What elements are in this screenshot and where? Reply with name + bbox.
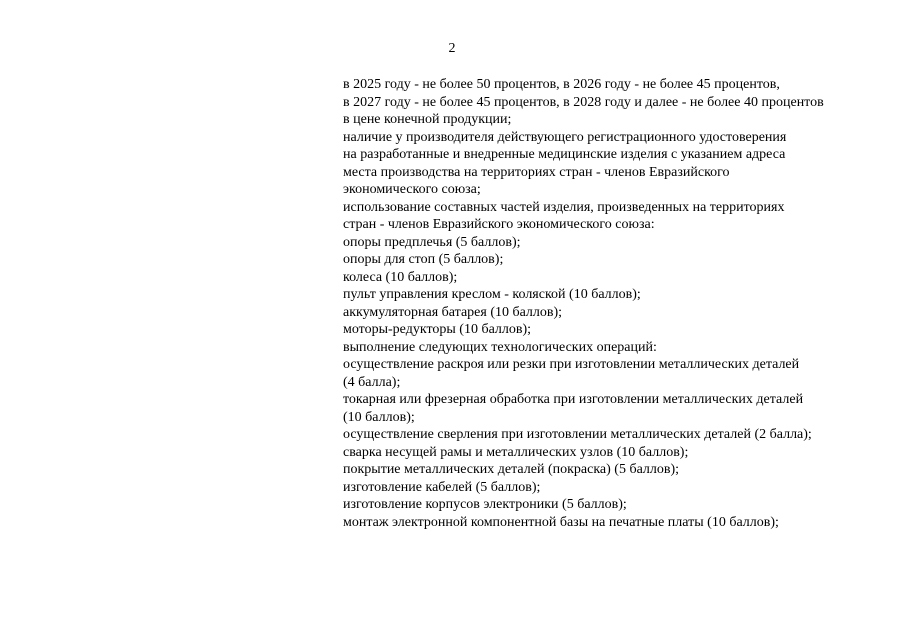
text-line: колеса (10 баллов); <box>343 269 458 285</box>
text-line: изготовление корпусов электроники (5 баллов); <box>343 497 627 512</box>
text-line: (4 балла); <box>343 374 401 390</box>
text-line: токарная или фрезерная обработка при изготовлении металлических деталей <box>343 392 804 407</box>
text-line: наличие у производителя действующего регистрационного удостоверения <box>343 129 787 145</box>
page-number: 2 <box>448 41 456 56</box>
text-line: изготовление кабелей (5 баллов); <box>343 479 541 495</box>
text-line: (10 баллов); <box>343 409 415 425</box>
text-line: сварка несущей рамы и металлических узлов (10 баллов); <box>343 444 689 460</box>
text-line: стран - членов Евразийского экономического союза: <box>343 217 655 232</box>
text-line: осуществление раскроя или резки при изготовлении металлических деталей <box>343 357 800 372</box>
text-line: пульт управления креслом - коляской (10 баллов); <box>343 287 641 302</box>
text-line: выполнение следующих технологических операций: <box>343 339 657 355</box>
text-line: опоры для стоп (5 баллов); <box>343 252 504 267</box>
text-line: в цене конечной продукции; <box>343 112 512 127</box>
text-line: в 2025 году - не более 50 процентов, в 2026 году - не более 45 процентов, <box>343 77 780 92</box>
text-line: использование составных частей изделия, произведенных на территориях <box>343 199 785 215</box>
text-line: экономического союза; <box>343 182 481 197</box>
text-line: опоры предплечья (5 баллов); <box>343 234 521 250</box>
text-line: аккумуляторная батарея (10 баллов); <box>343 304 563 320</box>
text-line: места производства на территориях стран - членов Евразийского <box>343 164 730 180</box>
text-line: покрытие металлических деталей (покраска) (5 баллов); <box>343 462 680 477</box>
document-body <box>343 76 883 531</box>
text-line: осуществление сверления при изготовлении металлических деталей (2 балла); <box>343 427 812 442</box>
text-line: моторы-редукторы (10 баллов); <box>343 322 532 337</box>
text-line: в 2027 году - не более 45 процентов, в 2028 году и далее - не более 40 процентов <box>343 94 824 110</box>
text-line: монтаж электронной компонентной базы на печатные платы (10 баллов); <box>343 514 779 530</box>
text-line: на разработанные и внедренные медицинские изделия с указанием адреса <box>343 147 786 162</box>
